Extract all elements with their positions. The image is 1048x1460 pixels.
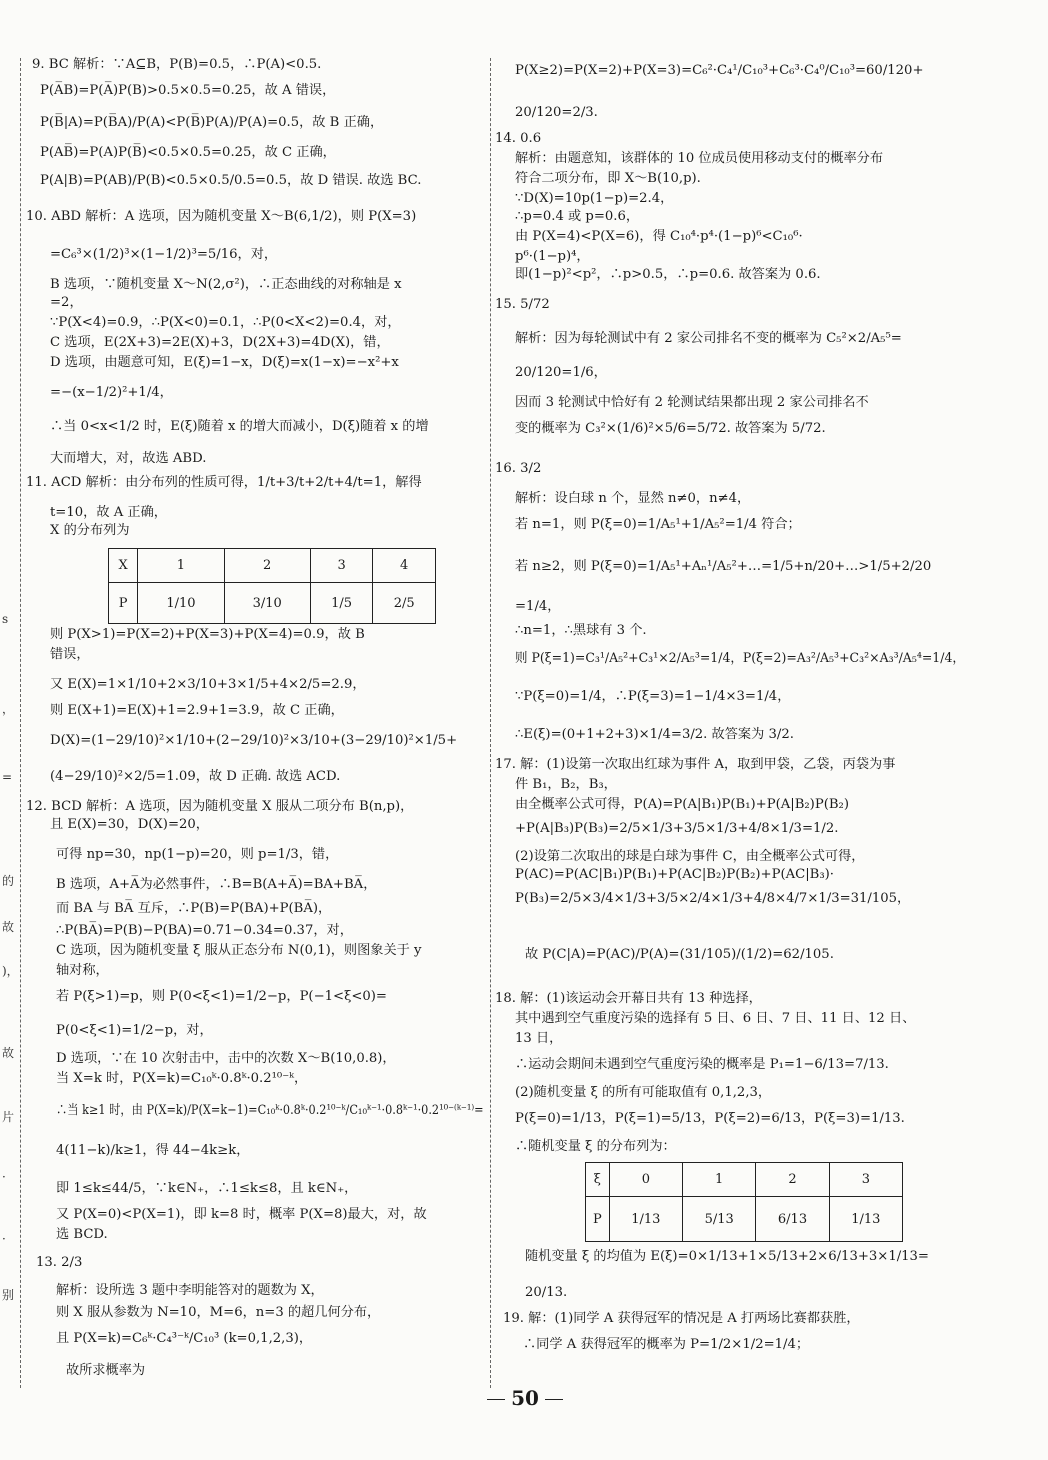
table-cell: P: [109, 583, 138, 624]
margin-char: =: [2, 770, 13, 784]
text-line: 轴对称，: [56, 963, 109, 978]
table-cell: P: [586, 1197, 610, 1242]
margin-char: ·: [2, 1170, 6, 1184]
table-cell: 3/10: [224, 583, 310, 624]
text-line: (4−29/10)²×2/5=1.09，故 D 正确. 故选 ACD.: [50, 769, 341, 784]
text-line: B 选项，A+A̅为必然事件，∴B=B(A+A̅)=BA+BA̅，: [56, 877, 377, 892]
text-line: 则 P(X>1)=P(X=2)+P(X=3)+P(X=4)=0.9，故 B: [50, 627, 365, 642]
table-cell: 2/5: [373, 583, 436, 624]
margin-char: ，: [2, 702, 15, 716]
table-cell: 1/5: [310, 583, 373, 624]
text-line: (2)设第二次取出的球是白球为事件 C，由全概率公式可得，: [515, 849, 865, 864]
margin-char: s: [2, 612, 9, 626]
text-line: ∵P(X<4)=0.9，∴P(X<0)=0.1，∴P(0<X<2)=0.4，对，: [50, 315, 401, 330]
text-line: ∴p=0.4 或 p=0.6，: [515, 209, 640, 224]
text-line: 13. 2/3: [36, 1255, 83, 1270]
text-line: 15. 5/72: [495, 297, 550, 312]
text-line: 即(1−p)²<p²，∴p>0.5，∴p=0.6. 故答案为 0.6.: [515, 267, 821, 282]
text-line: (2)随机变量 ξ 的所有可能取值有 0,1,2,3，: [515, 1085, 772, 1100]
text-line: 故 P(C|A)=P(AC)/P(A)=(31/105)/(1/2)=62/105.: [525, 947, 834, 962]
text-line: 大而增大，对，故选 ABD.: [50, 451, 207, 466]
text-line: 13 日，: [515, 1031, 563, 1046]
text-line: 则 X 服从参数为 N=10，M=6，n=3 的超几何分布，: [56, 1305, 381, 1320]
table-cell: 1/13: [609, 1197, 682, 1242]
text-line: 选 BCD.: [56, 1227, 108, 1242]
text-line: 20/120=2/3.: [515, 105, 598, 120]
table-cell: ξ: [586, 1163, 610, 1197]
table-cell: 2: [224, 549, 310, 583]
text-line: 且 E(X)=30，D(X)=20，: [50, 817, 209, 832]
text-line: P(B̅|A)=P(B̅A)/P(A)<P(B̅)P(A)/P(A)=0.5，故 B 正确，: [40, 115, 384, 130]
text-line: 4(11−k)/k≥1，得 44−4k≥k，: [56, 1143, 250, 1158]
text-line: C 选项，因为随机变量 ξ 服从正态分布 N(0,1)，则图象关于 y: [56, 943, 422, 958]
text-line: 其中遇到空气重度污染的选择有 5 日、6 日、7 日、11 日、12 日、: [515, 1011, 916, 1026]
text-line: =2，: [50, 295, 83, 310]
text-line: ∴随机变量 ξ 的分布列为：: [515, 1139, 676, 1154]
text-line: 10. ABD 解析：A 选项，因为随机变量 X～B(6,1/2)，则 P(X=3): [26, 209, 417, 224]
text-line: ∴当 k≥1 时，由 P(X=k)/P(X=k−1)=C₁₀ᵏ·0.8ᵏ·0.2¹⁰⁻ᵏ/C₁₀ᵏ⁻¹·0.8ᵏ⁻¹·0.2¹⁰⁻⁽ᵏ⁻¹⁾=: [56, 1103, 484, 1118]
text-line: 解析：设白球 n 个，显然 n≠0，n≠4，: [515, 491, 751, 506]
text-line: ∴E(ξ)=(0+1+2+3)×1/4=3/2. 故答案为 3/2.: [515, 727, 794, 742]
text-line: 若 P(ξ>1)=p，则 P(0<ξ<1)=1/2−p，P(−1<ξ<0)=: [56, 989, 387, 1004]
text-line: ∴同学 A 获得冠军的概率为 P=1/2×1/2=1/4；: [523, 1337, 810, 1352]
text-line: ∴当 0<x<1/2 时，E(ξ)随着 x 的增大而减小，D(ξ)随着 x 的增: [50, 419, 429, 434]
table-cell: X: [109, 549, 138, 583]
text-line: 解析：因为每轮测试中有 2 家公司排名不变的概率为 C₅²×2/A₅⁵=: [515, 331, 902, 346]
text-line: 17. 解：(1)设第一次取出红球为事件 A，取到甲袋，乙袋，丙袋为事: [495, 757, 896, 772]
text-line: ∴P(BA̅)=P(B)−P(BA)=0.71−0.34=0.37，对，: [56, 923, 353, 938]
margin-char: 故: [2, 920, 15, 934]
text-line: 又 P(X=0)<P(X=1)，即 k=8 时，概率 P(X=8)最大，对，故: [56, 1207, 427, 1222]
text-line: 且 P(X=k)=C₆ᵏ·C₄³⁻ᵏ/C₁₀³ (k=0,1,2,3)，: [56, 1331, 313, 1346]
text-line: 解析：由题意知，该群体的 10 位成员使用移动支付的概率分布: [515, 151, 884, 166]
text-line: 而 BA 与 BA̅ 互斥，∴P(B)=P(BA)+P(BA̅)，: [56, 901, 332, 916]
text-line: 当 X=k 时，P(X=k)=C₁₀ᵏ·0.8ᵏ·0.2¹⁰⁻ᵏ，: [56, 1071, 308, 1086]
left-dashed-rule: [20, 58, 21, 1388]
text-line: =1/4，: [515, 599, 561, 614]
text-line: t=10，故 A 正确，: [50, 505, 167, 520]
text-line: 9. BC 解析：∵A⊆B，P(B)=0.5，∴P(A)<0.5.: [32, 57, 322, 72]
distribution-table-x: [108, 548, 436, 624]
table-cell: 3: [310, 549, 373, 583]
text-line: 错误，: [50, 647, 90, 662]
text-line: D 选项，∵在 10 次射击中，击中的次数 X～B(10,0.8)，: [56, 1051, 396, 1066]
text-line: 则 P(ξ=1)=C₃¹/A₅²+C₃¹×2/A₅³=1/4，P(ξ=2)=A₃²/A₅³+C₃²×A₃³/A₅⁴=1/4，: [515, 651, 965, 666]
text-line: 因而 3 轮测试中恰好有 2 轮测试结果都出现 2 家公司排名不: [515, 395, 869, 410]
margin-char: )，: [2, 964, 19, 978]
text-line: X 的分布列为: [50, 523, 130, 538]
text-line: D(X)=(1−29/10)²×1/10+(2−29/10)²×3/10+(3−29/10)²×1/5+: [50, 733, 458, 748]
margin-char: 的: [2, 874, 15, 888]
table-cell: 6/13: [756, 1197, 829, 1242]
table-cell: 3: [829, 1163, 902, 1197]
text-line: P(A̅B)=P(A̅)P(B)>0.5×0.5=0.25，故 A 错误，: [40, 83, 336, 98]
text-line: ∴n=1，∴黑球有 3 个.: [515, 623, 647, 638]
text-line: =−(x−1/2)²+1/4，: [50, 385, 173, 400]
table-cell: 1: [683, 1163, 756, 1197]
text-line: 可得 np=30，np(1−p)=20，则 p=1/3，错，: [56, 847, 339, 862]
text-line: P(AC)=P(AC|B₁)P(B₁)+P(AC|B₂)P(B₂)+P(AC|B₃)·: [515, 867, 834, 882]
table-cell: 2: [756, 1163, 829, 1197]
text-line: P(ξ=0)=1/13，P(ξ=1)=5/13，P(ξ=2)=6/13，P(ξ=3)=1/13.: [515, 1111, 905, 1126]
table-cell: 0: [609, 1163, 682, 1197]
text-line: ∵P(ξ=0)=1/4，∴P(ξ=3)=1−1/4×3=1/4，: [515, 689, 791, 704]
text-line: 11. ACD 解析：由分布列的性质可得，1/t+3/t+2/t+4/t=1，解得: [26, 475, 422, 490]
margin-char: ·: [2, 1232, 6, 1246]
text-line: P(A|B)=P(AB)/P(B)<0.5×0.5/0.5=0.5，故 D 错误. 故选 BC.: [40, 173, 422, 188]
text-line: 件 B₁，B₂，B₃，: [515, 777, 617, 792]
text-line: 12. BCD 解析：A 选项，因为随机变量 X 服从二项分布 B(n,p)，: [26, 799, 414, 814]
text-line: 符合二项分布，即 X～B(10,p).: [515, 171, 701, 186]
text-line: 由全概率公式可得，P(A)=P(A|B₁)P(B₁)+P(A|B₂)P(B₂): [515, 797, 849, 812]
text-line: 由 P(X=4)<P(X=6)，得 C₁₀⁴·p⁴·(1−p)⁶<C₁₀⁶·: [515, 229, 803, 244]
text-line: +P(A|B₃)P(B₃)=2/5×1/3+3/5×1/3+4/8×1/3=1/2.: [515, 821, 839, 836]
table-cell: 1: [138, 549, 224, 583]
margin-char: 别: [2, 1288, 15, 1302]
text-line: ∴运动会期间未遇到空气重度污染的概率是 P₁=1−6/13=7/13.: [515, 1057, 889, 1072]
text-line: D 选项，由题意可知，E(ξ)=1−x，D(ξ)=x(1−x)=−x²+x: [50, 355, 399, 370]
text-line: 14. 0.6: [495, 131, 542, 146]
text-line: P(X≥2)=P(X=2)+P(X=3)=C₆²·C₄¹/C₁₀³+C₆³·C₄⁰/C₁₀³=60/120+: [515, 63, 924, 78]
text-line: 随机变量 ξ 的均值为 E(ξ)=0×1/13+1×5/13+2×6/13+3×1/13=: [525, 1249, 929, 1264]
text-line: P(AB̅)=P(A)P(B̅)<0.5×0.5=0.25，故 C 正确，: [40, 145, 336, 160]
text-line: 19. 解：(1)同学 A 获得冠军的情况是 A 打两场比赛都获胜，: [503, 1311, 860, 1326]
page-number: 50: [470, 1386, 580, 1410]
text-line: P(0<ξ<1)=1/2−p，对，: [56, 1023, 213, 1038]
center-dashed-rule: [490, 58, 491, 1388]
text-line: ∵D(X)=10p(1−p)=2.4，: [515, 191, 674, 206]
text-line: C 选项，E(2X+3)=2E(X)+3，D(2X+3)=4D(X)，错，: [50, 335, 390, 350]
text-line: 变的概率为 C₃²×(1/6)²×5/6=5/72. 故答案为 5/72.: [515, 421, 826, 436]
text-line: 解析：设所选 3 题中李明能答对的题数为 X，: [56, 1283, 324, 1298]
margin-char: 故: [2, 1046, 15, 1060]
text-line: 则 E(X+1)=E(X)+1=2.9+1=3.9，故 C 正确，: [50, 703, 344, 718]
distribution-table-xi: [585, 1162, 903, 1242]
table-cell: 5/13: [683, 1197, 756, 1242]
text-line: 若 n=1，则 P(ξ=0)=1/A₅¹+1/A₅²=1/4 符合；: [515, 517, 801, 532]
margin-char: 片: [2, 1110, 15, 1124]
text-line: 即 1≤k≤44/5，∵k∈N₊，∴1≤k≤8，且 k∈N₊，: [56, 1181, 358, 1196]
table-cell: 1/13: [829, 1197, 902, 1242]
text-line: 16. 3/2: [495, 461, 542, 476]
text-line: =C₆³×(1/2)³×(1−1/2)³=5/16，对，: [50, 247, 278, 262]
text-line: 又 E(X)=1×1/10+2×3/10+3×1/5+4×2/5=2.9，: [50, 677, 366, 692]
table-cell: 1/10: [138, 583, 224, 624]
text-line: 故所求概率为: [66, 1363, 146, 1378]
table-cell: 4: [373, 549, 436, 583]
text-line: p⁶·(1−p)⁴，: [515, 249, 590, 264]
text-line: 20/13.: [525, 1285, 568, 1300]
text-line: 若 n≥2，则 P(ξ=0)=1/A₅¹+Aₙ¹/A₅²+…=1/5+n/20+…>1/5+2/20: [515, 559, 932, 574]
text-line: 18. 解：(1)该运动会开幕日共有 13 种选择，: [495, 991, 762, 1006]
text-line: 20/120=1/6，: [515, 365, 607, 380]
text-line: P(B₃)=2/5×3/4×1/3+3/5×2/4×1/3+4/8×4/7×1/3=31/105，: [515, 891, 911, 906]
text-line: B 选项，∵随机变量 X～N(2,σ²)，∴正态曲线的对称轴是 x: [50, 277, 402, 292]
